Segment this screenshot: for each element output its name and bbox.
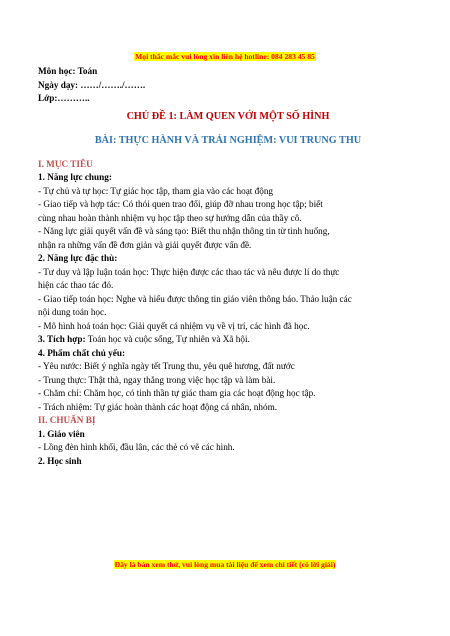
- document-body: [38, 65, 418, 468]
- list-item: - Tự chủ và tự học: Tự giác học tập, tham gia vào các hoạt động: [38, 185, 274, 196]
- integration-text: Toán học và cuộc sống, Tự nhiên và Xã hội.: [85, 334, 250, 345]
- preview-notice-text: Đây là bản xem thử, vui lòng mua tài liệu để xem chi tiết (có lời giải): [114, 560, 336, 569]
- integration-line: [38, 333, 418, 347]
- section-preparation-heading: II. CHUẨN BỊ: [38, 415, 96, 426]
- teacher-heading: 1. Giáo viên: [38, 428, 85, 439]
- integration-label: 3. Tích hợp:: [38, 334, 86, 345]
- general-competence-heading: 1. Năng lực chung:: [38, 172, 112, 183]
- list-item: cùng nhau hoàn thành nhiệm vụ học tập theo sự hướng dẫn của thầy cô.: [38, 212, 302, 223]
- hotline-text: Mọi thắc mắc vui lòng xin liên hệ hotline: 084 283 45 85: [135, 52, 315, 61]
- list-item: - Yêu nước: Biết ý nghĩa ngày tết Trung thu, yêu quê hương, đất nước: [38, 361, 295, 372]
- student-heading: 2. Học sinh: [38, 455, 82, 466]
- list-item: - Mô hình hoá toán học: Giải quyết cá nhiệm vụ về vị trí, các hình đã học.: [38, 320, 310, 331]
- list-item: nội dung toán học.: [38, 307, 107, 318]
- list-item: - Trách nhiệm: Tự giác hoàn thành các hoạt động cá nhân, nhóm.: [38, 401, 278, 412]
- list-item: - Lồng đèn hình khối, đầu lân, các thẻ có vẽ các hình.: [38, 442, 235, 453]
- list-item: - Tư duy và lập luận toán học: Thực hiện được các thao tác và nêu được lí do thực: [38, 266, 340, 277]
- list-item: nhận ra những vấn đề đơn giản và giải quyết được vấn đề.: [38, 239, 252, 250]
- list-item: - Giao tiếp và hợp tác: Có thói quen trao đổi, giúp đỡ nhau trong học tập; biết: [38, 199, 323, 210]
- qualities-heading: 4. Phẩm chất chủ yếu:: [38, 347, 126, 358]
- preview-notice-banner: [0, 560, 450, 569]
- teach-date-line: Ngày dạy: ……/……./…….: [38, 79, 146, 90]
- class-line: Lớp:………..: [38, 93, 90, 103]
- list-item: - Chăm chỉ: Chăm học, có tinh thần tự giác tham gia các hoạt động học tập.: [38, 388, 316, 399]
- lesson-title: BÀI: THỰC HÀNH VÀ TRẢI NGHIỆM: VUI TRUNG THU: [94, 134, 362, 146]
- list-item: - Trung thực: Thật thà, ngay thẳng trong việc học tập và làm bài.: [38, 374, 276, 385]
- specific-competence-heading: 2. Năng lực đặc thù:: [38, 253, 118, 264]
- list-item: - Giao tiếp toán học: Nghe và hiểu được thông tin giáo viên thông báo. Thảo luận các: [38, 293, 352, 304]
- subject-line: Môn học: Toán: [38, 66, 98, 76]
- hotline-banner: [0, 52, 450, 61]
- section-objectives-heading: I. MỤC TIÊU: [38, 158, 93, 169]
- topic-title: CHỦ ĐỀ 1: LÀM QUEN VỚI MỘT SỐ HÌNH: [126, 110, 330, 122]
- list-item: - Năng lực giải quyết vấn đề và sáng tạo: Biết thu nhận thông tin từ tình huống,: [38, 226, 330, 237]
- list-item: hiện các thao tác đó.: [38, 280, 114, 291]
